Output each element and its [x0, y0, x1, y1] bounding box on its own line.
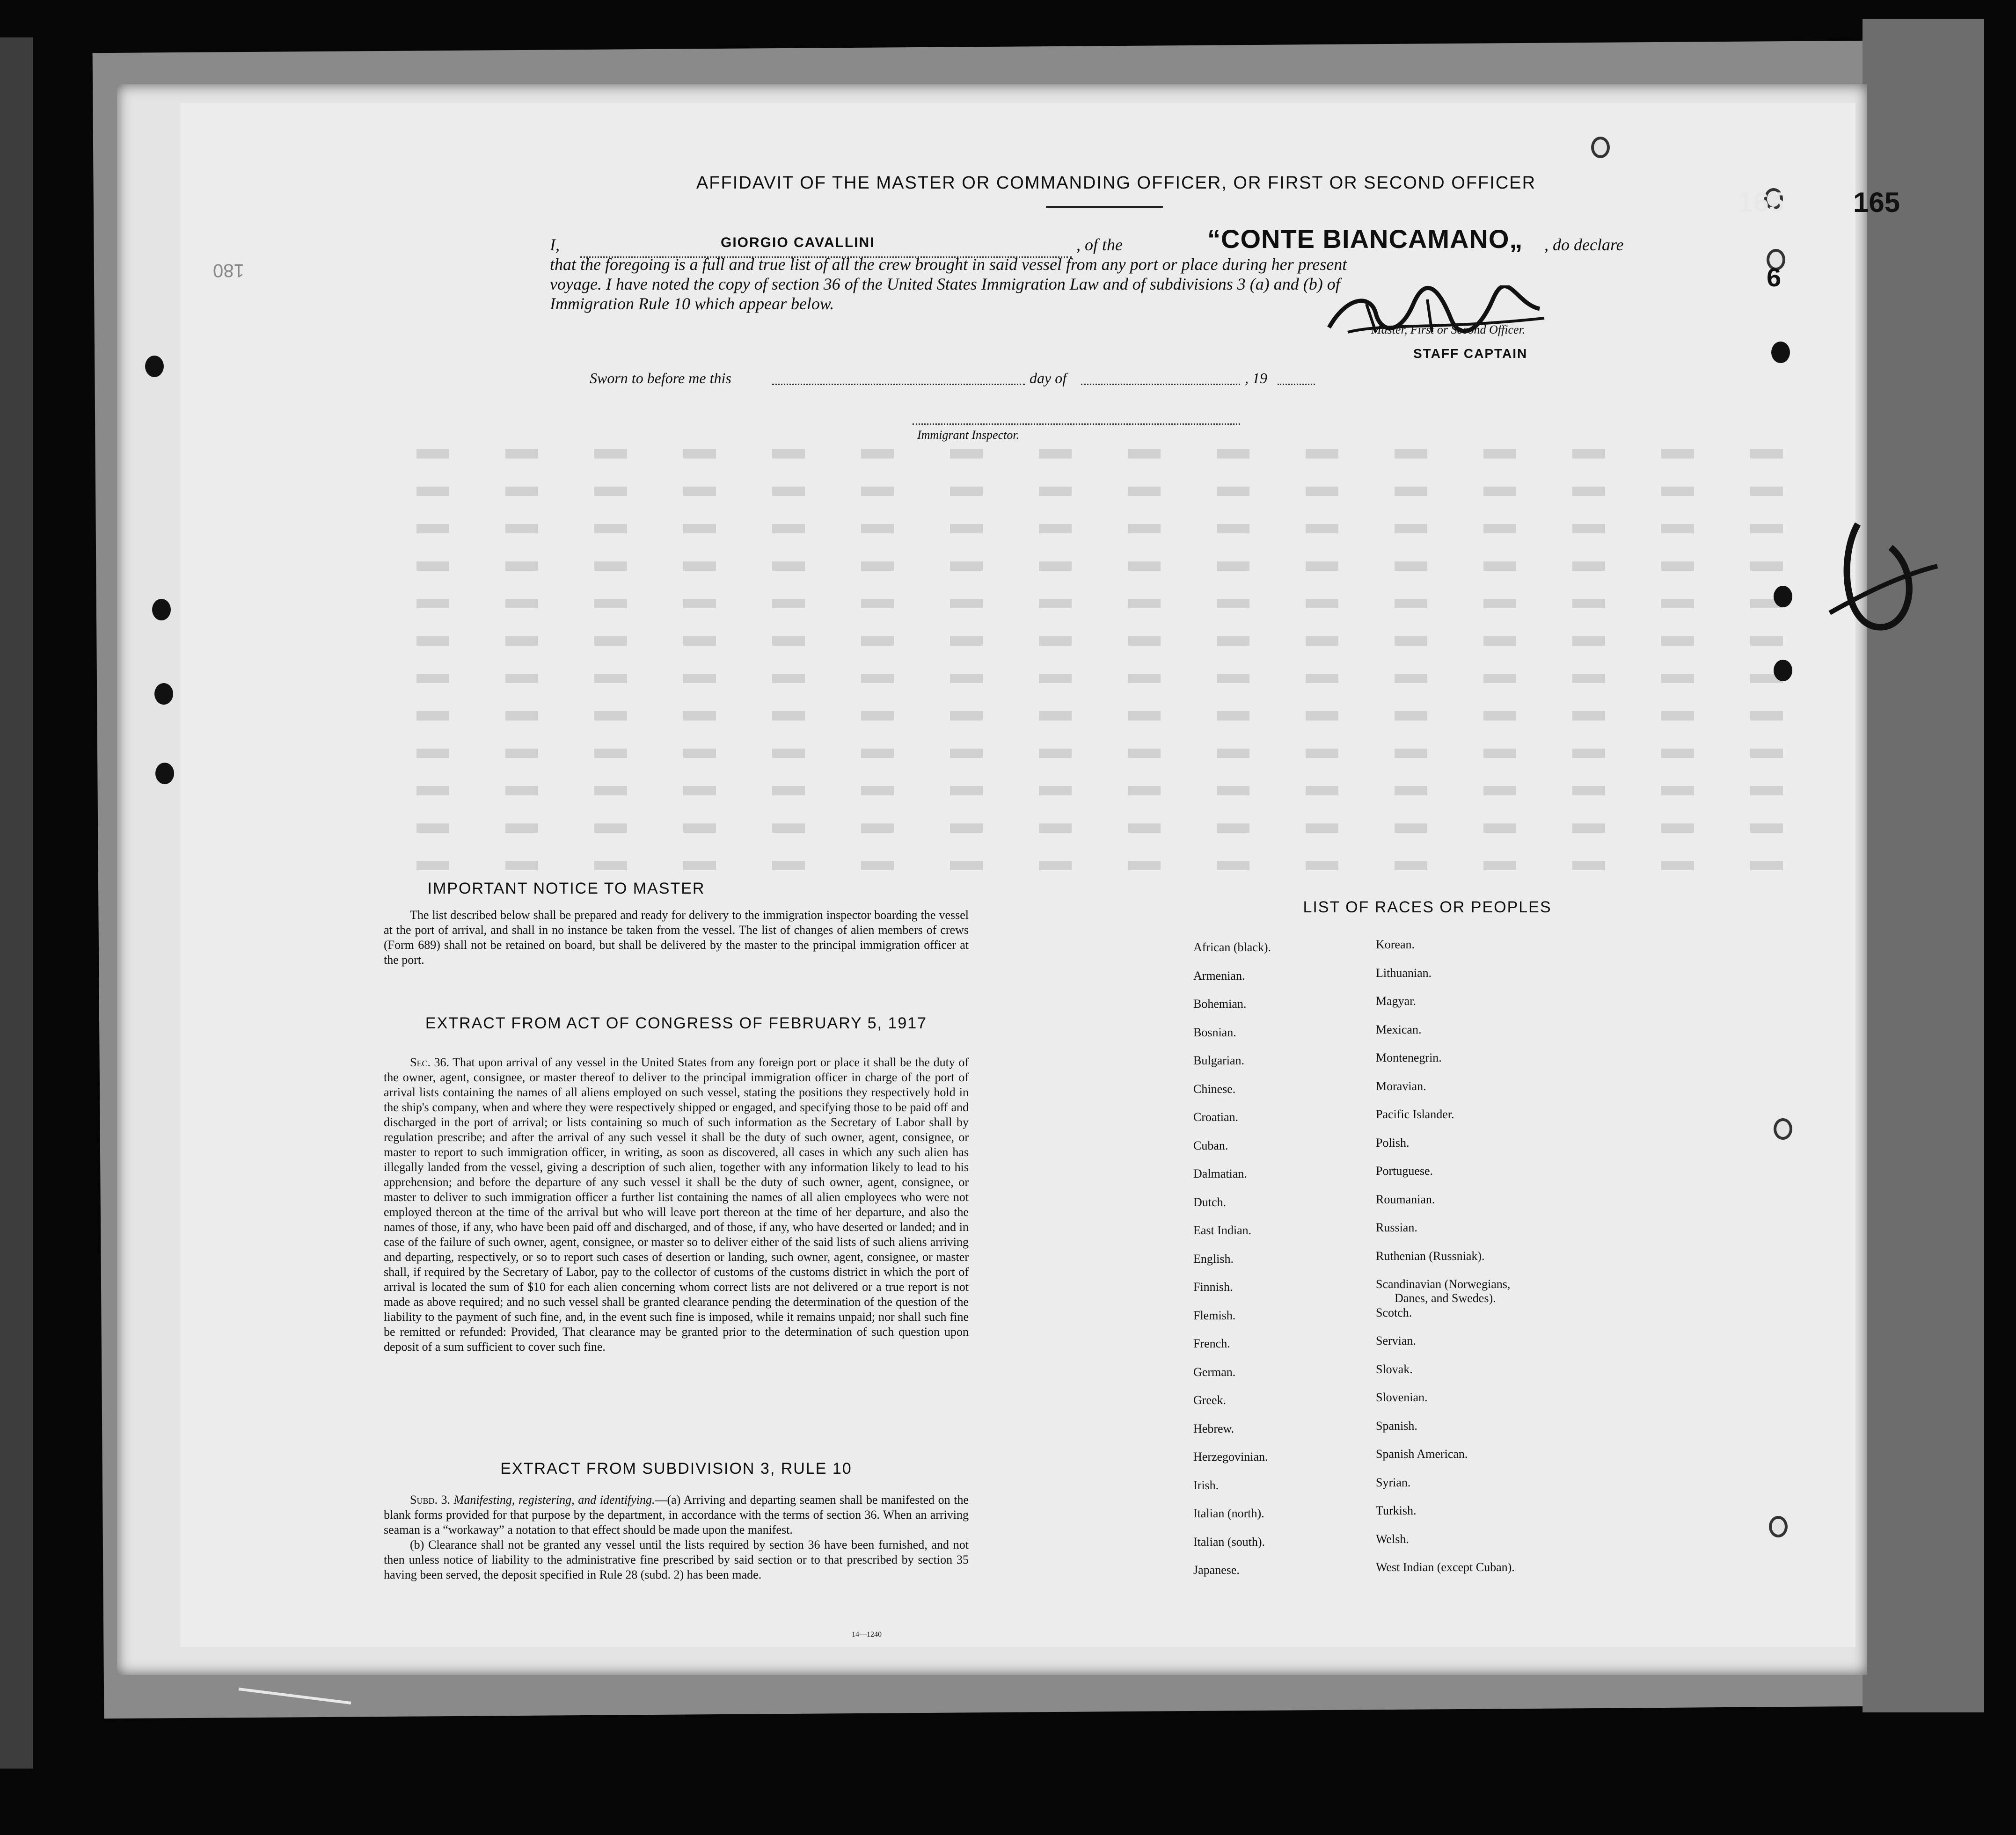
race-entry: Irish. — [1193, 1478, 1219, 1492]
race-entry-continued: Danes, and Swedes). — [1395, 1291, 1496, 1305]
stamped-page-number: 165 — [1738, 187, 1785, 218]
races-column-1 — [1193, 940, 1404, 1577]
rule-text-b: (b) Clearance shall not be granted any vessel until the lists required by section 36 have been furnished, and not then unless notice of liability to the administrative fine prescribed by said section or to that prescribed by section 35 having been served, the deposit specified in Rule 28 (subd. 2) has been made. — [384, 1538, 969, 1581]
race-entry: German. — [1193, 1365, 1236, 1379]
race-entry: East Indian. — [1193, 1223, 1252, 1237]
race-entry: Chinese. — [1193, 1082, 1236, 1096]
day-of-text: day of — [1030, 370, 1067, 386]
race-entry: Welsh. — [1376, 1532, 1409, 1546]
race-entry: Bosnian. — [1193, 1025, 1236, 1039]
reversed-margin-number: 180 — [213, 260, 244, 281]
punch-hole — [1774, 586, 1792, 607]
race-entry: French. — [1193, 1337, 1230, 1350]
rule-title: Manifesting, registering, and identifying. — [453, 1493, 655, 1507]
race-entry: Italian (south). — [1193, 1535, 1265, 1549]
declaration-line-4: Immigration Rule 10 which appear below. — [550, 294, 834, 313]
notice-body — [384, 908, 969, 968]
race-entry: Turkish. — [1376, 1504, 1417, 1517]
bleed-through-row — [416, 749, 1830, 758]
race-entry: Polish. — [1376, 1136, 1410, 1150]
ship-name: “CONTE BIANCAMANO„ — [1207, 224, 1523, 254]
bleed-through-row — [416, 561, 1830, 571]
races-column-2 — [1376, 938, 1703, 1574]
race-entry: Mexican. — [1376, 1022, 1422, 1036]
page-number: 165 — [1853, 187, 1900, 218]
inspector-signature-line — [913, 423, 1240, 425]
punch-hole — [1591, 137, 1610, 158]
race-entry: Bohemian. — [1193, 997, 1247, 1011]
punch-hole — [1774, 1118, 1792, 1140]
bleed-through-row — [416, 487, 1830, 496]
race-entry: Flemish. — [1193, 1308, 1236, 1322]
punch-hole — [155, 763, 174, 784]
notice-text: The list described below shall be prepared and ready for delivery to the immigration inspector boarding the vessel at the port of arrival, and shall in no instance be taken from the vessel. The list of changes of alien members of crews (Form 689) shall not be retained on board, but shall be delivered by the master to the principal immigration officer at the port. — [384, 908, 969, 967]
rule-lead: Subd. 3. — [410, 1493, 451, 1507]
bleed-through-row — [416, 711, 1830, 721]
race-entry: Russian. — [1376, 1221, 1417, 1234]
race-entry: African (black). — [1193, 940, 1271, 954]
sworn-day-field — [772, 384, 1025, 385]
race-entry: Moravian. — [1376, 1079, 1426, 1093]
race-entry: Roumanian. — [1376, 1192, 1435, 1206]
race-entry: Lithuanian. — [1376, 966, 1432, 980]
punch-hole — [1774, 660, 1792, 681]
race-entry: Hebrew. — [1193, 1421, 1234, 1435]
binder-left-edge — [0, 37, 33, 1769]
race-entry: Syrian. — [1376, 1475, 1411, 1489]
race-entry: Pacific Islander. — [1376, 1107, 1454, 1121]
form-number: 14—1240 — [852, 1631, 882, 1638]
bleed-through-row — [416, 786, 1830, 795]
officer-name: GIORGIO CAVALLINI — [721, 235, 875, 250]
do-declare-text: , do declare — [1544, 235, 1624, 254]
race-entry: Spanish. — [1376, 1419, 1417, 1433]
sworn-month-field — [1081, 384, 1240, 385]
race-entry: Spanish American. — [1376, 1447, 1468, 1461]
bleed-through-row — [416, 823, 1830, 833]
race-entry: Greek. — [1193, 1393, 1227, 1407]
race-entry: West Indian (except Cuban). — [1376, 1560, 1515, 1574]
rank-stamp: STAFF CAPTAIN — [1413, 346, 1528, 361]
inspector-caption: Immigrant Inspector. — [917, 428, 1020, 442]
race-entry: Slovak. — [1376, 1362, 1413, 1376]
race-entry: Japanese. — [1193, 1563, 1240, 1577]
year-text: , 19 — [1245, 370, 1267, 386]
bleed-through-row — [416, 636, 1830, 646]
bleed-through-row — [416, 861, 1830, 870]
act-section-lead: Sec. 36. — [410, 1056, 450, 1069]
affidavit-page — [117, 84, 1900, 1675]
punch-hole — [154, 683, 173, 705]
bleed-through-row — [416, 599, 1830, 608]
declaration-line-2: that the foregoing is a full and true list of all the crew brought in said vessel from any port or place during her present — [550, 255, 1347, 274]
race-entry: Portuguese. — [1376, 1164, 1433, 1178]
rule-heading: EXTRACT FROM SUBDIVISION 3, RULE 10 — [500, 1460, 852, 1478]
punch-hole — [145, 356, 164, 377]
sworn-year-field — [1278, 384, 1315, 385]
punch-hole — [152, 599, 171, 620]
race-entry: Montenegrin. — [1376, 1051, 1442, 1064]
underlying-page-right — [1863, 19, 1984, 1712]
of-the-text: , of the — [1076, 235, 1123, 254]
race-entry: Scandinavian (Norwegians, — [1376, 1277, 1511, 1291]
pen-mark — [234, 1684, 356, 1712]
rule-body — [384, 1493, 969, 1582]
race-entry: Dalmatian. — [1193, 1167, 1247, 1180]
race-entry: Finnish. — [1193, 1280, 1233, 1294]
races-heading: LIST OF RACES OR PEOPLES — [1303, 898, 1552, 916]
declaration-line-3: voyage. I have noted the copy of section 36 of the United States Immigration Law and of subdivisions 3 (a) and (b) of — [550, 275, 1340, 293]
handwritten-mark — [1820, 519, 1942, 660]
act-body — [384, 1055, 969, 1354]
race-entry: Cuban. — [1193, 1138, 1228, 1152]
race-entry: Bulgarian. — [1193, 1054, 1245, 1067]
race-entry: English. — [1193, 1252, 1234, 1266]
race-entry: Scotch. — [1376, 1305, 1412, 1319]
bleed-through-row — [416, 524, 1830, 533]
title-rule — [1046, 206, 1163, 208]
margin-number: 6 — [1767, 262, 1782, 292]
race-entry: Magyar. — [1376, 994, 1416, 1008]
punch-hole — [1769, 1516, 1788, 1537]
race-entry: Italian (north). — [1193, 1507, 1264, 1520]
act-heading: EXTRACT FROM ACT OF CONGRESS OF FEBRUARY 5, 1917 — [425, 1014, 928, 1032]
race-entry: Servian. — [1376, 1334, 1416, 1347]
race-entry: Ruthenian (Russniak). — [1376, 1249, 1485, 1263]
race-entry: Dutch. — [1193, 1195, 1227, 1209]
race-entry: Armenian. — [1193, 968, 1245, 983]
sworn-text: Sworn to before me this — [590, 370, 731, 386]
bleed-through-row — [416, 674, 1830, 683]
bleed-through-row — [416, 449, 1830, 459]
punch-hole — [1771, 342, 1790, 363]
race-entry: Croatian. — [1193, 1110, 1239, 1124]
signature-caption: Master, First or Second Officer. — [1371, 323, 1526, 336]
race-entry: Slovenian. — [1376, 1391, 1428, 1404]
rule-text-a: —(a) Arriving and departing seamen shall be manifested on the blank forms provided for that purpose by the department, in accordance with the terms of section 36. When an arriving seaman is a “workaway” a notation to that effect should be made upon the manifest. — [384, 1493, 969, 1536]
declaration-prefix: I, — [550, 235, 560, 254]
act-text: That upon arrival of any vessel in the United States from any foreign port or place it shall be the duty of the owner, agent, consignee, or master thereof to deliver to the principal immigration officer in charge of the port of arrival lists containing the names of all aliens employed on such vessel, stating the positions they respectively hold in the ship's company, when and where they were respectively shipped or engaged, and specifying those to be paid off and discharged in the port of arrival; or lists containing so much of such information as the Secretary of Labor shall by regulation prescribe; and after the arrival of any such vessel it shall be the duty of such owner, agent, consignee, or master to report to such immigration officer, in writing, as soon as discovered, all cases in which any such alien has illegally landed from the vessel, giving a description of such alien, together with any information likely to lead to his apprehension; and before the departure of any such vessel it shall be the duty of such owner, agent, consignee, or master to deliver to such immigration officer a further list containing the names of all alien employees who were not employed thereon at the time of the arrival but who will leave port thereon at the time of her departure, and also the names of those, if any, who have been paid off and discharged, and of those, if any, who have deserted or landed; and in case of the failure of such owner, agent, consignee, or master so to deliver either of the said lists of such aliens arriving and departing, respectively, or so to report such cases of desertion or landing, such owner, agent, consignee, or master shall, if required by the Secretary of Labor, pay to the collector of customs of the customs district in which the port of arrival is located the sum of $10 for each alien concerning whom correct lists are not delivered or a true report is not made as above required; and no such vessel shall be granted clearance pending the determination of the question of the liability to the payment of such fine, and, in the event such fine is imposed, while it remains unpaid; nor shall such fine be remitted or refunded: Provided, That clearance may be granted prior to the determination of such question upon deposit of a sum sufficient to cover such fine. — [384, 1056, 969, 1354]
race-entry: Korean. — [1376, 938, 1415, 951]
notice-heading: IMPORTANT NOTICE TO MASTER — [427, 880, 705, 897]
race-entry: Herzegovinian. — [1193, 1450, 1268, 1464]
affidavit-title: AFFIDAVIT OF THE MASTER OR COMMANDING OFFICER, OR FIRST OR SECOND OFFICER — [696, 173, 1536, 193]
